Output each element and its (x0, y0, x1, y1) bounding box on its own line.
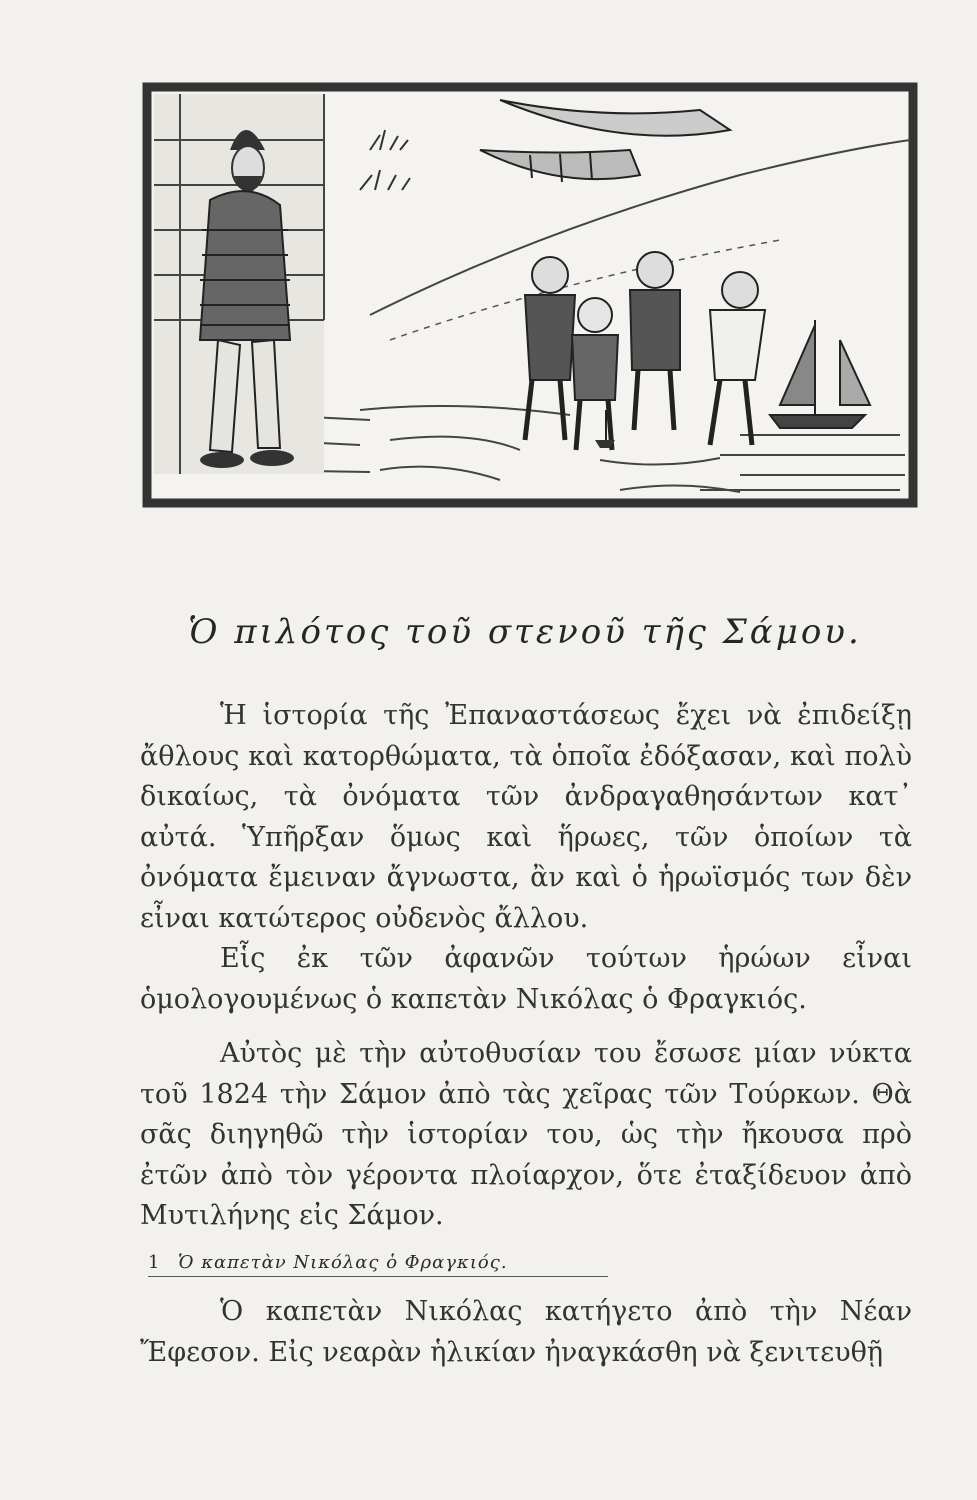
section-paragraph-text: Ὁ καπετὰν Νικόλας κατήγετο ἀπὸ τὴν Νέαν Ἔφεσον. Εἰς νεαρὰν ἡλικίαν ἠναγκάσθη νὰ ξενιτευθῇ (140, 1296, 912, 1368)
section-number: 1 (148, 1252, 160, 1273)
section-title: Ὁ καπετὰν Νικόλας ὁ Φραγκιός. (178, 1252, 508, 1273)
woodcut-illustration (140, 80, 920, 520)
paragraph-3 (140, 1034, 912, 1237)
section-heading (148, 1252, 608, 1277)
paragraph-2 (140, 939, 912, 1020)
paragraph-3-text: Αὐτὸς μὲ τὴν αὐτοθυσίαν του ἔσωσε μίαν νύκτα τοῦ 1824 τὴν Σάμον ἀπὸ τὰς χεῖρας τῶν Τούρκων. Θὰ σᾶς διηγηθῶ τὴν ἱστορίαν του, ὡς τὴν ἤκουσα πρὸ ἐτῶν ἀπὸ τὸν γέροντα πλοίαρχον, ὅτε ἐταξίδευον ἀπὸ Μυτιλήνης εἰς Σάμον. (140, 1038, 912, 1231)
paragraph-1 (140, 696, 912, 939)
paragraph-1-text: Ἡ ἱστορία τῆς Ἐπαναστάσεως ἔχει νὰ ἐπιδείξῃ ἄθλους καὶ κατορθώματα, τὰ ὁποῖα ἐδόξασαν, καὶ πολὺ δικαίως, τὰ ὀνόματα τῶν ἀνδραγαθησάντων κατ᾿ αὐτά. Ὑπῆρξαν ὅμως καὶ ἥρωες, τῶν ὁποίων τὰ ὀνόματα ἔμειναν ἄγνωστα, ἂν καὶ ὁ ἡρωϊσμός των δὲν εἶναι κατώτερος οὐδενὸς ἄλλου. (140, 700, 912, 934)
section-paragraph (140, 1292, 912, 1373)
paragraph-2-text: Εἷς ἐκ τῶν ἀφανῶν τούτων ἡρώων εἶναι ὁμολογουμένως ὁ καπετὰν Νικόλας ὁ Φραγκιός. (140, 943, 912, 1015)
page-title: Ὁ πιλότος τοῦ στενοῦ τῆς Σάμου. (188, 612, 862, 652)
